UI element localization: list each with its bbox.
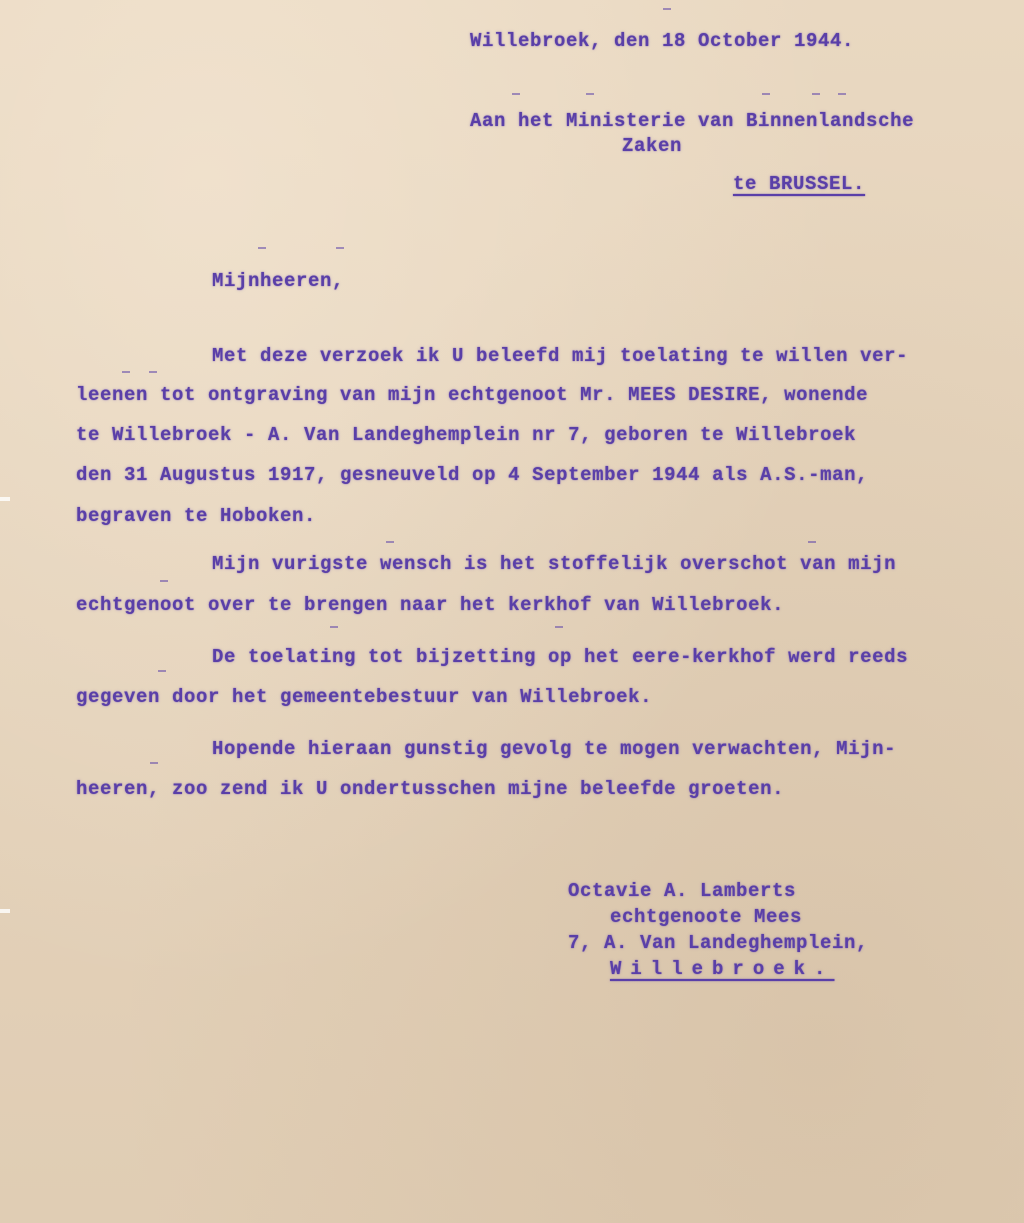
paragraph-1-line-5: begraven te Hoboken.: [76, 505, 317, 527]
paper-edge-mark: [0, 909, 10, 913]
date-line: Willebroek, den 18 October 1944.: [470, 30, 855, 52]
typewriter-mark: [158, 670, 166, 672]
signature-name: Octavie A. Lamberts: [568, 880, 797, 902]
typewriter-mark: [150, 762, 158, 764]
recipient-line-2: Zaken: [622, 135, 683, 157]
typewriter-mark: [512, 93, 520, 95]
typewriter-mark: [258, 247, 266, 249]
typewriter-mark: [838, 93, 846, 95]
paragraph-1-line-2: leenen tot ontgraving van mijn echtgenoot Mr. MEES DESIRE, wonende: [76, 384, 869, 406]
typewriter-mark: [663, 8, 671, 10]
recipient-city: te BRUSSEL.: [733, 173, 866, 195]
paragraph-1-line-4: den 31 Augustus 1917, gesneuveld op 4 September 1944 als A.S.-man,: [76, 464, 869, 486]
paragraph-3-line-2: gegeven door het gemeentebestuur van Willebroek.: [76, 686, 653, 708]
typewriter-mark: [555, 626, 563, 628]
typewriter-mark: [336, 247, 344, 249]
paragraph-1-line-1: Met deze verzoek ik U beleefd mij toelating te willen ver-: [212, 345, 909, 367]
signature-relation: echtgenoote Mees: [610, 906, 803, 928]
signature-city: Willebroek.: [610, 958, 835, 980]
paragraph-3-line-1: De toelating tot bijzetting op het eere-kerkhof werd reeds: [212, 646, 909, 668]
paragraph-4-line-1: Hopende hieraan gunstig gevolg te mogen verwachten, Mijn-: [212, 738, 897, 760]
salutation: Mijnheeren,: [212, 270, 345, 292]
typewriter-mark: [122, 371, 130, 373]
signature-address: 7, A. Van Landeghemplein,: [568, 932, 869, 954]
paper-edge-mark: [0, 497, 10, 501]
typewriter-mark: [330, 626, 338, 628]
typewriter-mark: [762, 93, 770, 95]
typewriter-mark: [808, 541, 816, 543]
typewriter-mark: [149, 371, 157, 373]
typewriter-mark: [386, 541, 394, 543]
typewriter-mark: [812, 93, 820, 95]
recipient-line-1: Aan het Ministerie van Binnenlandsche: [470, 110, 915, 132]
paragraph-2-line-1: Mijn vurigste wensch is het stoffelijk overschot van mijn: [212, 553, 897, 575]
paragraph-2-line-2: echtgenoot over te brengen naar het kerkhof van Willebroek.: [76, 594, 785, 616]
paragraph-4-line-2: heeren, zoo zend ik U ondertusschen mijne beleefde groeten.: [76, 778, 785, 800]
typewriter-mark: [160, 580, 168, 582]
typewriter-mark: [586, 93, 594, 95]
paragraph-1-line-3: te Willebroek - A. Van Landeghemplein nr 7, geboren te Willebroek: [76, 424, 857, 446]
